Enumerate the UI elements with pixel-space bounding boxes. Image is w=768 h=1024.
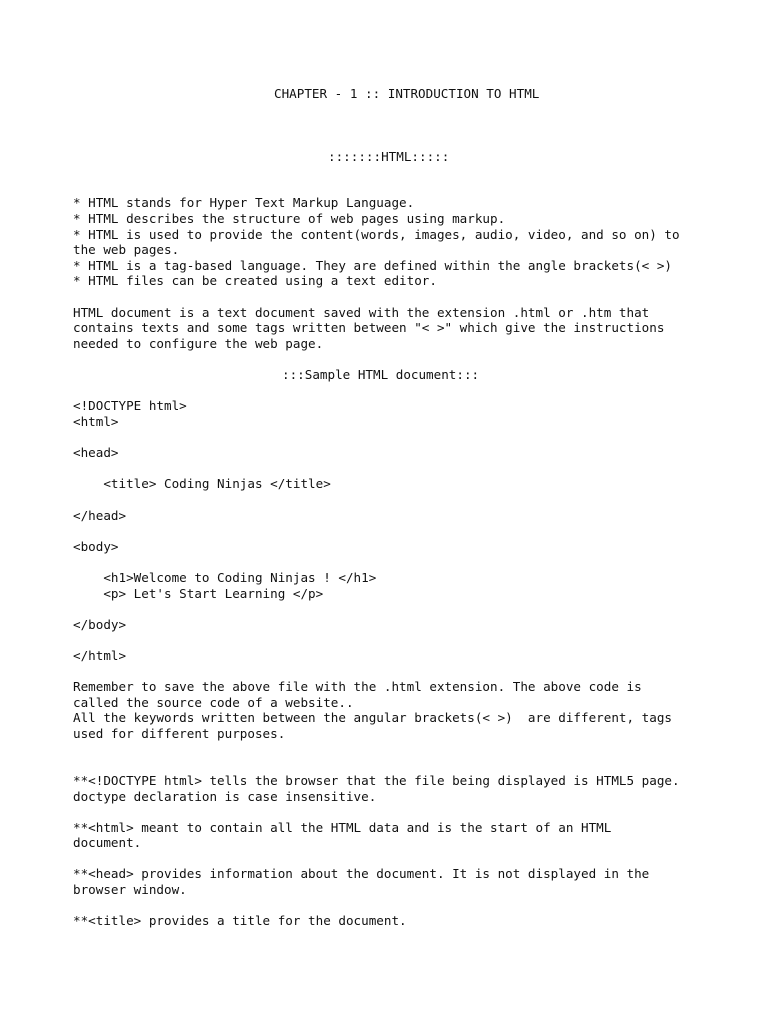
section-title: :::::::HTML::::: [328,149,450,164]
bullet-line: * HTML files can be created using a text editor. [73,273,437,288]
code-line: </head> [73,508,127,523]
intro-paragraph-line: HTML document is a text document saved with the extension .html or .htm that [73,305,650,320]
intro-paragraph-line: contains texts and some tags written between "< >" which give the instructions [73,320,665,335]
note-line: **<!DOCTYPE html> tells the browser that the file being displayed is HTML5 page. [73,773,680,788]
note-line: **<head> provides information about the document. It is not displayed in the [73,866,650,881]
bullet-line: * HTML is used to provide the content(words, images, audio, video, and so on) to [73,227,680,242]
code-line: <p> Let's Start Learning </p> [73,586,324,601]
note-line: browser window. [73,882,187,897]
note-line: doctype declaration is case insensitive. [73,789,377,804]
remember-paragraph-line: Remember to save the above file with the .html extension. The above code is [73,679,642,694]
note-line: document. [73,835,142,850]
code-line: <html> [73,414,119,429]
bullet-line: * HTML stands for Hyper Text Markup Language. [73,195,415,210]
code-line: <body> [73,539,119,554]
intro-paragraph-line: needed to configure the web page. [73,336,324,351]
bullet-line: * HTML is a tag-based language. They are defined within the angle brackets(< >) [73,258,672,273]
code-line: <title> Coding Ninjas </title> [73,476,331,491]
code-line: <h1>Welcome to Coding Ninjas ! </h1> [73,570,377,585]
chapter-title: CHAPTER - 1 :: INTRODUCTION TO HTML [274,86,540,101]
remember-paragraph-line: called the source code of a website.. [73,695,354,710]
remember-paragraph-line: All the keywords written between the angular brackets(< >) are different, tags [73,710,672,725]
code-line: <!DOCTYPE html> [73,398,187,413]
remember-paragraph-line: used for different purposes. [73,726,286,741]
note-line: **<title> provides a title for the document. [73,913,407,928]
bullet-line: the web pages. [73,242,180,257]
code-line: <head> [73,445,119,460]
code-line: </html> [73,648,127,663]
bullet-line: * HTML describes the structure of web pages using markup. [73,211,506,226]
sample-heading: :::Sample HTML document::: [282,367,480,382]
code-line: </body> [73,617,127,632]
note-line: **<html> meant to contain all the HTML data and is the start of an HTML [73,820,612,835]
